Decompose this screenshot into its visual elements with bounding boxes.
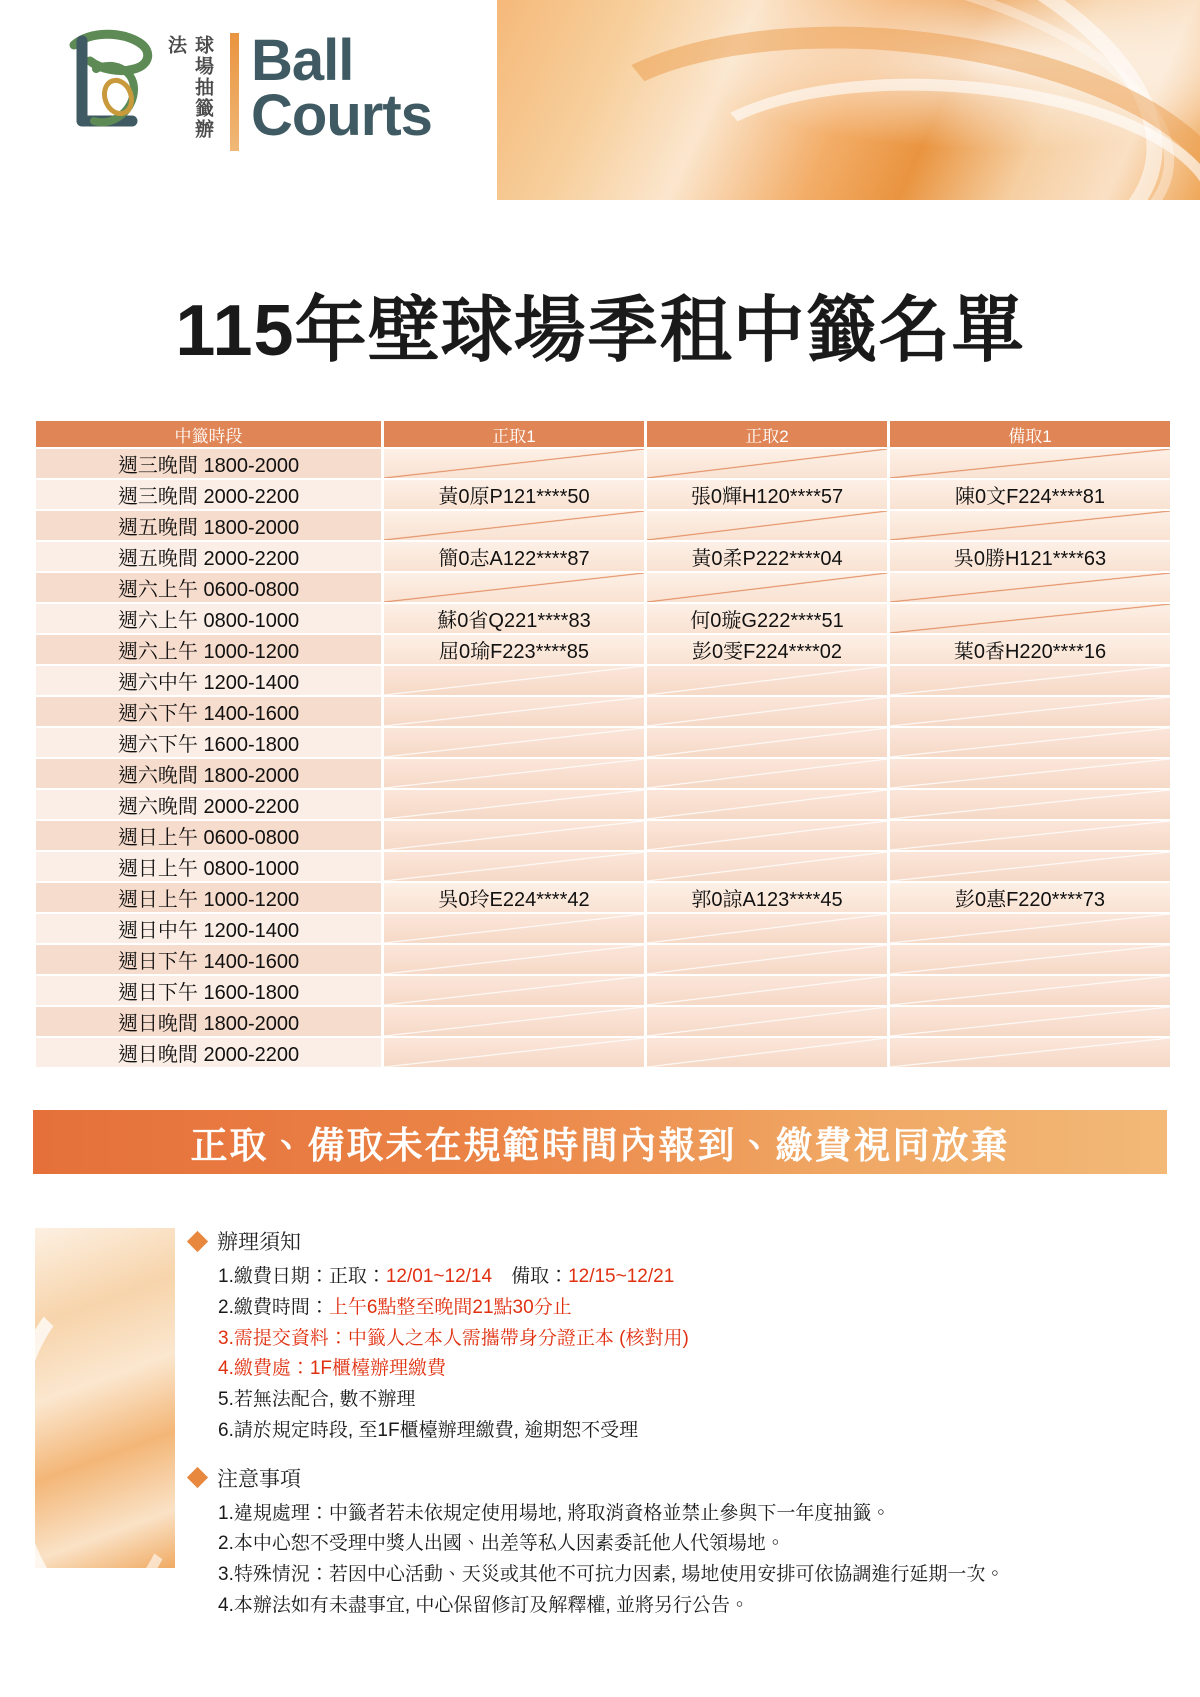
table-row — [36, 666, 1170, 695]
diamond-bullet-icon — [187, 1467, 208, 1488]
cell-primary2 — [647, 697, 887, 726]
cell-primary2 — [647, 759, 887, 788]
cell-primary2 — [647, 728, 887, 757]
cell-time-slot: 週日上午 0600-0800 — [36, 821, 381, 850]
lottery-table — [33, 419, 1173, 1069]
cell-time-slot: 週日晚間 1800-2000 — [36, 1007, 381, 1036]
cell-primary1 — [384, 728, 644, 757]
cell-primary2 — [647, 852, 887, 881]
cell-time-slot: 週六上午 0800-1000 — [36, 604, 381, 633]
logo-word-line2: Courts — [251, 83, 432, 149]
column-header-slot: 中籤時段 — [36, 421, 381, 447]
cell-backup1 — [890, 1038, 1170, 1067]
cell-primary2 — [647, 449, 887, 478]
cell-primary2 — [647, 976, 887, 1005]
table-row — [36, 604, 1170, 633]
cell-primary2 — [647, 821, 887, 850]
note-text-prefix: 1.繳費日期：正取： — [218, 1266, 386, 1287]
cell-backup1 — [890, 945, 1170, 974]
page-title: 115年壁球場季租中籤名單 — [175, 291, 1025, 371]
table-row — [36, 635, 1170, 664]
cell-primary1: 簡0志A122****87 — [384, 542, 644, 571]
cell-primary2 — [647, 1007, 887, 1036]
page-header — [0, 0, 1200, 205]
table-row — [36, 480, 1170, 509]
cell-backup1: 葉0香H220****16 — [890, 635, 1170, 664]
note-item — [218, 1591, 1150, 1622]
cell-backup1: 陳0文F224****81 — [890, 480, 1170, 509]
note-text: 4.繳費處：1F櫃檯辦理繳費 — [218, 1358, 447, 1380]
cell-primary2 — [647, 666, 887, 695]
cell-backup1 — [890, 914, 1170, 943]
cell-backup1 — [890, 511, 1170, 540]
cell-primary2 — [647, 914, 887, 943]
logo-word-line1: Ball — [251, 28, 354, 93]
logo-divider-bar — [230, 33, 239, 151]
table-row — [36, 697, 1170, 726]
cell-primary2: 彭0雯F224****02 — [647, 635, 887, 664]
notes-container — [190, 1226, 1150, 1638]
table-row — [36, 914, 1170, 943]
table-row — [36, 945, 1170, 974]
cell-backup1 — [890, 573, 1170, 602]
cell-primary1 — [384, 1038, 644, 1067]
note-list — [218, 1499, 1150, 1622]
note-text: 5.若無法配合, 數不辦理 — [218, 1389, 416, 1411]
cell-time-slot: 週五晚間 1800-2000 — [36, 511, 381, 540]
cell-time-slot: 週六下午 1600-1800 — [36, 728, 381, 757]
cell-primary1 — [384, 1007, 644, 1036]
cell-backup1 — [890, 852, 1170, 881]
brand-logo — [60, 25, 432, 155]
note-item — [218, 1262, 1150, 1293]
diamond-bullet-icon — [187, 1230, 208, 1251]
table-row — [36, 790, 1170, 819]
table-row — [36, 1038, 1170, 1067]
column-header-primary2: 正取2 — [647, 421, 887, 447]
cell-primary1: 屈0瑜F223****85 — [384, 635, 644, 664]
cell-primary1 — [384, 697, 644, 726]
note-text: 2.本中心恕不受理中獎人出國、出差等私人因素委託他人代領場地。 — [218, 1533, 785, 1555]
cell-time-slot: 週六晚間 2000-2200 — [36, 790, 381, 819]
cell-primary1: 吳0玲E224****42 — [384, 883, 644, 912]
cell-backup1 — [890, 728, 1170, 757]
note-text: 6.請於規定時段, 至1F櫃檯辦理繳費, 逾期恕不受理 — [218, 1419, 639, 1441]
cell-primary1 — [384, 852, 644, 881]
table-row — [36, 821, 1170, 850]
cell-backup1 — [890, 604, 1170, 633]
cell-primary1 — [384, 790, 644, 819]
table-row — [36, 511, 1170, 540]
cell-primary2: 郭0諒A123****45 — [647, 883, 887, 912]
cell-time-slot: 週六上午 0600-0800 — [36, 573, 381, 602]
notice-banner: 正取、備取未在規範時間內報到、繳費視同放棄 — [33, 1110, 1167, 1174]
cell-primary2 — [647, 945, 887, 974]
table-row — [36, 883, 1170, 912]
note-section-title: 注意事項 — [217, 1467, 301, 1491]
cell-primary1 — [384, 976, 644, 1005]
cell-primary1 — [384, 449, 644, 478]
cell-primary1 — [384, 759, 644, 788]
cell-primary1 — [384, 821, 644, 850]
note-item — [218, 1499, 1150, 1530]
cell-time-slot: 週六中午 1200-1400 — [36, 666, 381, 695]
note-text: 3.特殊情況：若因中心活動、天災或其他不可抗力因素, 場地使用安排可依協調進行延期一次。 — [218, 1564, 1005, 1586]
cell-primary2 — [647, 573, 887, 602]
cell-backup1 — [890, 666, 1170, 695]
table-row — [36, 728, 1170, 757]
cell-primary1: 黃0原P121****50 — [384, 480, 644, 509]
cell-time-slot: 週日下午 1400-1600 — [36, 945, 381, 974]
note-text: 4.本辦法如有未盡事宜, 中心保留修訂及解釋權, 並將另行公告。 — [218, 1594, 749, 1616]
decorative-ribbon-graphic — [35, 1228, 175, 1568]
note-item — [218, 1529, 1150, 1560]
cell-time-slot: 週日上午 0800-1000 — [36, 852, 381, 881]
cell-primary2 — [647, 790, 887, 819]
cell-time-slot: 週日下午 1600-1800 — [36, 976, 381, 1005]
cell-backup1 — [890, 1007, 1170, 1036]
cell-time-slot: 週日中午 1200-1400 — [36, 914, 381, 943]
table-header-row — [36, 421, 1170, 447]
table-row — [36, 759, 1170, 788]
cell-primary2 — [647, 511, 887, 540]
cell-backup1: 吳0勝H121****63 — [890, 542, 1170, 571]
note-text: 3.需提交資料：中籤人之本人需攜帶身分證正本 (核對用) — [218, 1327, 689, 1349]
column-header-backup1: 備取1 — [890, 421, 1170, 447]
cell-primary2: 黃0柔P222****04 — [647, 542, 887, 571]
cell-primary1 — [384, 666, 644, 695]
table-row — [36, 852, 1170, 881]
cell-primary2 — [647, 1038, 887, 1067]
cell-backup1: 彭0惠F220****73 — [890, 883, 1170, 912]
cell-primary1 — [384, 511, 644, 540]
note-item — [218, 1293, 1150, 1324]
note-section-heading — [190, 1226, 1150, 1256]
note-text-highlight-2: 12/15~12/21 — [568, 1266, 675, 1287]
table-row — [36, 542, 1170, 571]
cell-time-slot: 週五晚間 2000-2200 — [36, 542, 381, 571]
cell-backup1 — [890, 449, 1170, 478]
note-item — [218, 1354, 1150, 1385]
note-item — [218, 1560, 1150, 1591]
cell-primary1 — [384, 573, 644, 602]
table-row — [36, 449, 1170, 478]
cell-primary2: 張0輝H120****57 — [647, 480, 887, 509]
cell-backup1 — [890, 821, 1170, 850]
cell-time-slot: 週三晚間 1800-2000 — [36, 449, 381, 478]
note-text-suffix: 備取： — [492, 1266, 569, 1287]
cell-time-slot: 週六晚間 1800-2000 — [36, 759, 381, 788]
logo-vertical-label: 球場抽籤辦法 — [165, 35, 213, 140]
logo-emblem-icon — [60, 25, 160, 150]
cell-backup1 — [890, 697, 1170, 726]
note-item — [218, 1385, 1150, 1416]
logo-wordmark — [251, 28, 432, 149]
note-item — [218, 1416, 1150, 1447]
note-text-highlight: 上午6點整至晚間21點30分止 — [328, 1296, 572, 1318]
cell-time-slot: 週日上午 1000-1200 — [36, 883, 381, 912]
lottery-table-wrap — [33, 419, 1167, 1069]
cell-primary1: 蘇0省Q221****83 — [384, 604, 644, 633]
cell-backup1 — [890, 759, 1170, 788]
note-section-title: 辦理須知 — [217, 1231, 301, 1254]
bottom-section — [0, 1218, 1200, 1638]
table-row — [36, 573, 1170, 602]
note-text-highlight: 12/01~12/14 — [385, 1266, 493, 1287]
cell-primary1 — [384, 945, 644, 974]
cell-time-slot: 週日晚間 2000-2200 — [36, 1038, 381, 1067]
cell-primary1 — [384, 914, 644, 943]
cell-time-slot: 週六上午 1000-1200 — [36, 635, 381, 664]
column-header-primary1: 正取1 — [384, 421, 644, 447]
table-row — [36, 976, 1170, 1005]
header-banner-graphic — [497, 0, 1200, 200]
cell-time-slot: 週三晚間 2000-2200 — [36, 480, 381, 509]
cell-backup1 — [890, 790, 1170, 819]
cell-time-slot: 週六下午 1400-1600 — [36, 697, 381, 726]
note-text: 1.違規處理：中籤者若未依規定使用場地, 將取消資格並禁止參與下一年度抽籤。 — [218, 1502, 891, 1524]
note-item — [218, 1324, 1150, 1355]
note-section-heading — [190, 1463, 1150, 1493]
cell-primary2: 何0璇G222****51 — [647, 604, 887, 633]
table-row — [36, 1007, 1170, 1036]
note-text-prefix: 2.繳費時間： — [218, 1296, 329, 1318]
note-list — [218, 1262, 1150, 1447]
cell-backup1 — [890, 976, 1170, 1005]
